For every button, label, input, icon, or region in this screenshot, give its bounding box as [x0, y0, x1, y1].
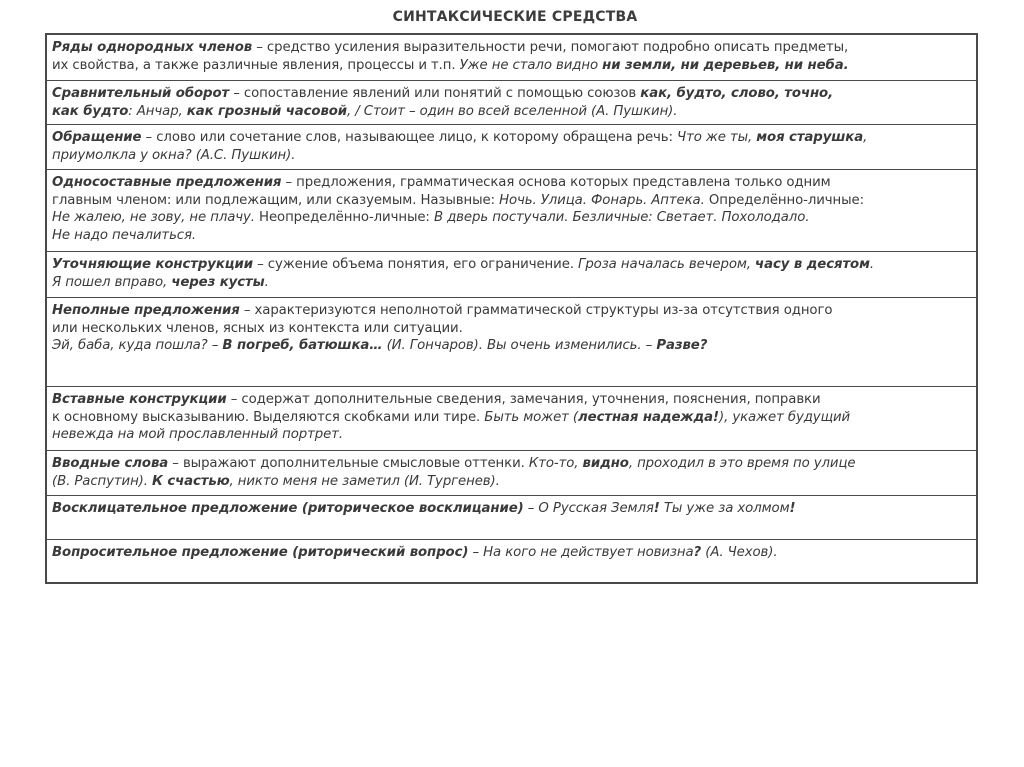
term-highlight: как грозный часовой	[186, 103, 348, 119]
term-highlight: Вопросительное предложение (риторический вопрос)	[52, 545, 469, 560]
text-line	[52, 147, 971, 165]
term-highlight: !	[653, 501, 660, 516]
term-highlight: Уточняющие конструкции	[52, 257, 253, 272]
text-span: Гроза началась вечером,	[578, 257, 756, 272]
text-span: Не надо печалиться.	[52, 227, 197, 243]
text-span: Ты уже за холмом	[659, 501, 790, 516]
term-highlight: Неполные предложения	[52, 303, 240, 318]
text-line	[52, 103, 971, 121]
table-row	[47, 540, 976, 586]
table-row	[47, 387, 976, 451]
text-span: к основному высказыванию. Выделяются скобками или тире.	[52, 409, 485, 425]
text-line	[52, 85, 971, 103]
text-span: Уже не стало видно	[459, 57, 603, 73]
term-highlight: Односоставные предложения	[52, 175, 282, 190]
text-line	[52, 39, 971, 57]
term-highlight: часу в десятом	[755, 257, 870, 272]
table-row	[47, 252, 976, 298]
text-line	[52, 274, 971, 292]
table-row	[47, 81, 976, 125]
text-span: Неопределённо-личные:	[254, 210, 434, 225]
text-line	[52, 409, 971, 427]
table-row	[47, 35, 976, 81]
term-highlight: видно	[582, 456, 629, 471]
text-span: – слово или сочетание слов, называющее лицо, к которому обращена речь:	[141, 130, 678, 145]
text-span: Кто-то,	[528, 456, 583, 471]
term-highlight: как, будто, слово, точно,	[640, 86, 834, 101]
text-line	[52, 426, 971, 444]
text-span: – предложения, грамматическая основа которых представлена только одним	[281, 175, 831, 190]
term-highlight: Сравнительный оборот	[52, 86, 230, 101]
term-highlight: Вставные конструкции	[52, 392, 227, 407]
text-span: главным членом: или подлежащим, или сказуемым. Назывные:	[52, 192, 500, 208]
text-line	[52, 174, 971, 192]
term-highlight: ни земли, ни деревьев, ни неба.	[602, 57, 849, 73]
text-span: их свойства, а также различные явления, процессы и т.п.	[52, 57, 460, 73]
text-span: (И. Гончаров). Вы очень изменились. –	[382, 338, 657, 353]
text-span: – О Русская Земля	[523, 501, 654, 516]
table-row	[47, 298, 976, 387]
text-span: – На кого не действует новизна	[468, 545, 694, 560]
page-title: СИНТАКСИЧЕСКИЕ СРЕДСТВА	[392, 9, 638, 25]
text-span: Эй, баба, куда пошла? –	[52, 338, 223, 353]
term-highlight: моя старушка	[756, 130, 864, 145]
term-highlight: ?	[693, 545, 702, 560]
text-span: Определённо-личные:	[704, 192, 864, 208]
term-highlight: Ряды однородных членов	[52, 40, 253, 55]
term-highlight: как будто	[52, 103, 129, 119]
term-highlight: через кусты	[171, 274, 265, 290]
term-highlight: !	[789, 501, 796, 516]
text-span: – характеризуются неполнотой грамматической структуры из-за отсутствия одного	[239, 303, 833, 318]
table-row	[47, 451, 976, 496]
text-span: – содержат дополнительные сведения, замечания, уточнения, пояснения, поправки	[226, 392, 821, 407]
text-line	[52, 302, 971, 320]
text-line	[52, 544, 971, 562]
text-line	[52, 209, 971, 227]
text-span: – сопоставление явлений или понятий с помощью союзов	[229, 86, 641, 101]
text-line	[52, 320, 971, 338]
text-line	[52, 473, 971, 491]
text-line	[52, 500, 971, 518]
term-highlight: Восклицательное предложение (риторическое восклицание)	[52, 501, 524, 516]
text-line	[52, 129, 971, 147]
text-span: – выражают дополнительные смысловые оттенки.	[168, 456, 529, 471]
text-span: Ночь. Улица. Фонарь. Аптека.	[499, 192, 705, 208]
text-span: Не жалею, не зову, не плачу.	[52, 210, 255, 225]
text-span: .	[869, 257, 874, 272]
text-span: (А. Чехов).	[701, 545, 778, 560]
text-span: : Анчар,	[128, 103, 187, 119]
text-span: Быть может (	[484, 409, 579, 425]
table-row	[47, 170, 976, 252]
text-span: приумолкла у окна? (А.С. Пушкин).	[52, 147, 296, 163]
text-span: Я пошел вправо,	[52, 274, 172, 290]
text-span: (В. Распутин).	[52, 473, 153, 489]
text-span: .	[264, 274, 269, 290]
text-line	[52, 57, 971, 75]
text-span: , проходил в это время по улице	[628, 456, 856, 471]
syntax-table	[45, 33, 978, 584]
term-highlight: К счастью	[152, 473, 230, 489]
text-span: ), укажет будущий	[719, 409, 851, 425]
term-highlight: лестная надежда!	[578, 409, 720, 425]
text-line	[52, 256, 971, 274]
text-line	[52, 455, 971, 473]
text-line	[52, 192, 971, 210]
term-highlight: Обращение	[52, 130, 142, 145]
text-span: ,	[863, 130, 868, 145]
term-highlight: Разве?	[656, 338, 708, 353]
text-span: или нескольких членов, ясных из контекста или ситуации.	[52, 320, 463, 336]
text-span: невежда на мой прославленный портрет.	[52, 427, 343, 442]
text-span: , / Стоит – один во всей вселенной (А. Пушкин).	[347, 103, 678, 119]
table-row	[47, 125, 976, 170]
text-line	[52, 391, 971, 409]
text-line	[52, 337, 971, 355]
text-span: Что же ты,	[677, 130, 757, 145]
text-span: – сужение объема понятия, его ограничение.	[252, 257, 579, 272]
term-highlight: В погреб, батюшка…	[222, 338, 383, 353]
term-highlight: Вводные слова	[52, 456, 169, 471]
text-span: , никто меня не заметил (И. Тургенев).	[229, 473, 500, 489]
text-span: – средство усиления выразительности речи, помогают подробно описать предметы,	[252, 40, 849, 55]
table-row	[47, 496, 976, 540]
text-line	[52, 227, 971, 245]
text-span: В дверь постучали. Безличные: Светает. Похолодало.	[433, 210, 810, 225]
